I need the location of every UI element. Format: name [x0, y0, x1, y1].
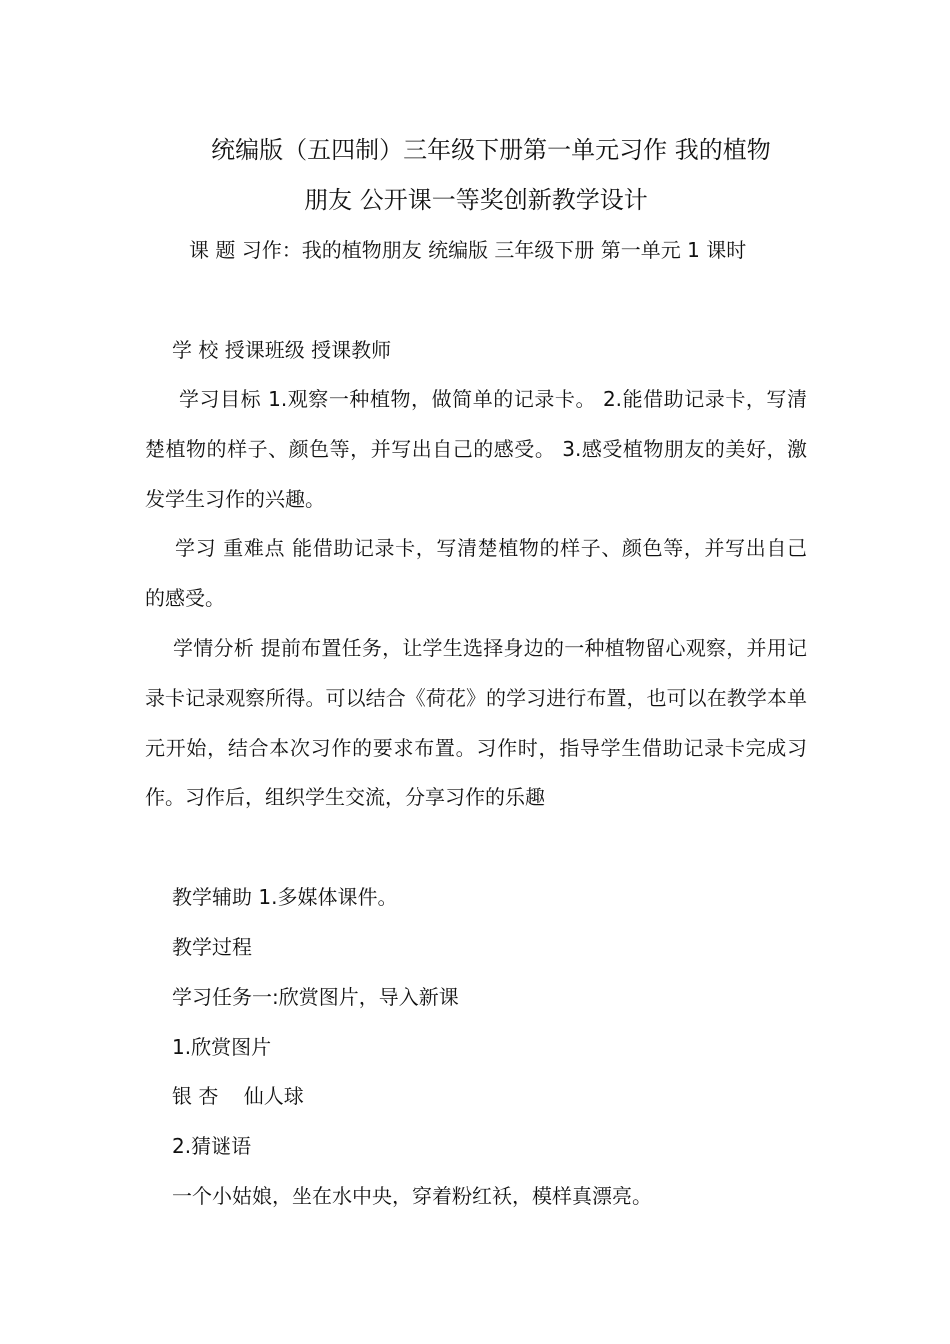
learning-task-one: 学习任务一:欣赏图片，导入新课 — [172, 985, 459, 1009]
plant-names: 银 杏 仙人球 — [172, 1084, 304, 1108]
document-title-line-1: 统编版（五四制）三年级下册第一单元习作 我的植物 — [211, 136, 771, 164]
teaching-process-heading: 教学过程 — [172, 935, 252, 959]
lesson-topic: 课 题 习作：我的植物朋友 统编版 三年级下册 第一单元 1 课时 — [189, 238, 747, 262]
key-difficult-points: 学习 重难点 能借助记录卡，写清楚植物的样子、颜色等，并写出自己的感受。 — [145, 536, 807, 610]
learning-analysis: 学情分析 提前布置任务，让学生选择身边的一种植物留心观察，并用记录卡记录观察所得。可以结合《荷花》的学习进行布置，也可以在教学本单元开始，结合本次习作的要求布置。习作时，指导学生借助记录卡完成习作。习作后，组织学生交流，分享习作的乐趣 — [145, 636, 807, 810]
school-class-teacher-line: 学 校 授课班级 授课教师 — [172, 338, 392, 362]
step-appreciate-pictures: 1.欣赏图片 — [172, 1035, 272, 1059]
document-title-line-2: 朋友 公开课一等奖创新教学设计 — [304, 186, 648, 214]
riddle-text: 一个小姑娘，坐在水中央，穿着粉红袄，模样真漂亮。 — [172, 1184, 652, 1208]
learning-objectives: 学习目标 1.观察一种植物，做简单的记录卡。 2.能借助记录卡，写清楚植物的样子、颜色等，并写出自己的感受。 3.感受植物朋友的美好，激发学生习作的兴趣。 — [145, 387, 807, 511]
teaching-aids: 教学辅助 1.多媒体课件。 — [172, 885, 398, 909]
step-guess-riddle: 2.猜谜语 — [172, 1134, 252, 1158]
